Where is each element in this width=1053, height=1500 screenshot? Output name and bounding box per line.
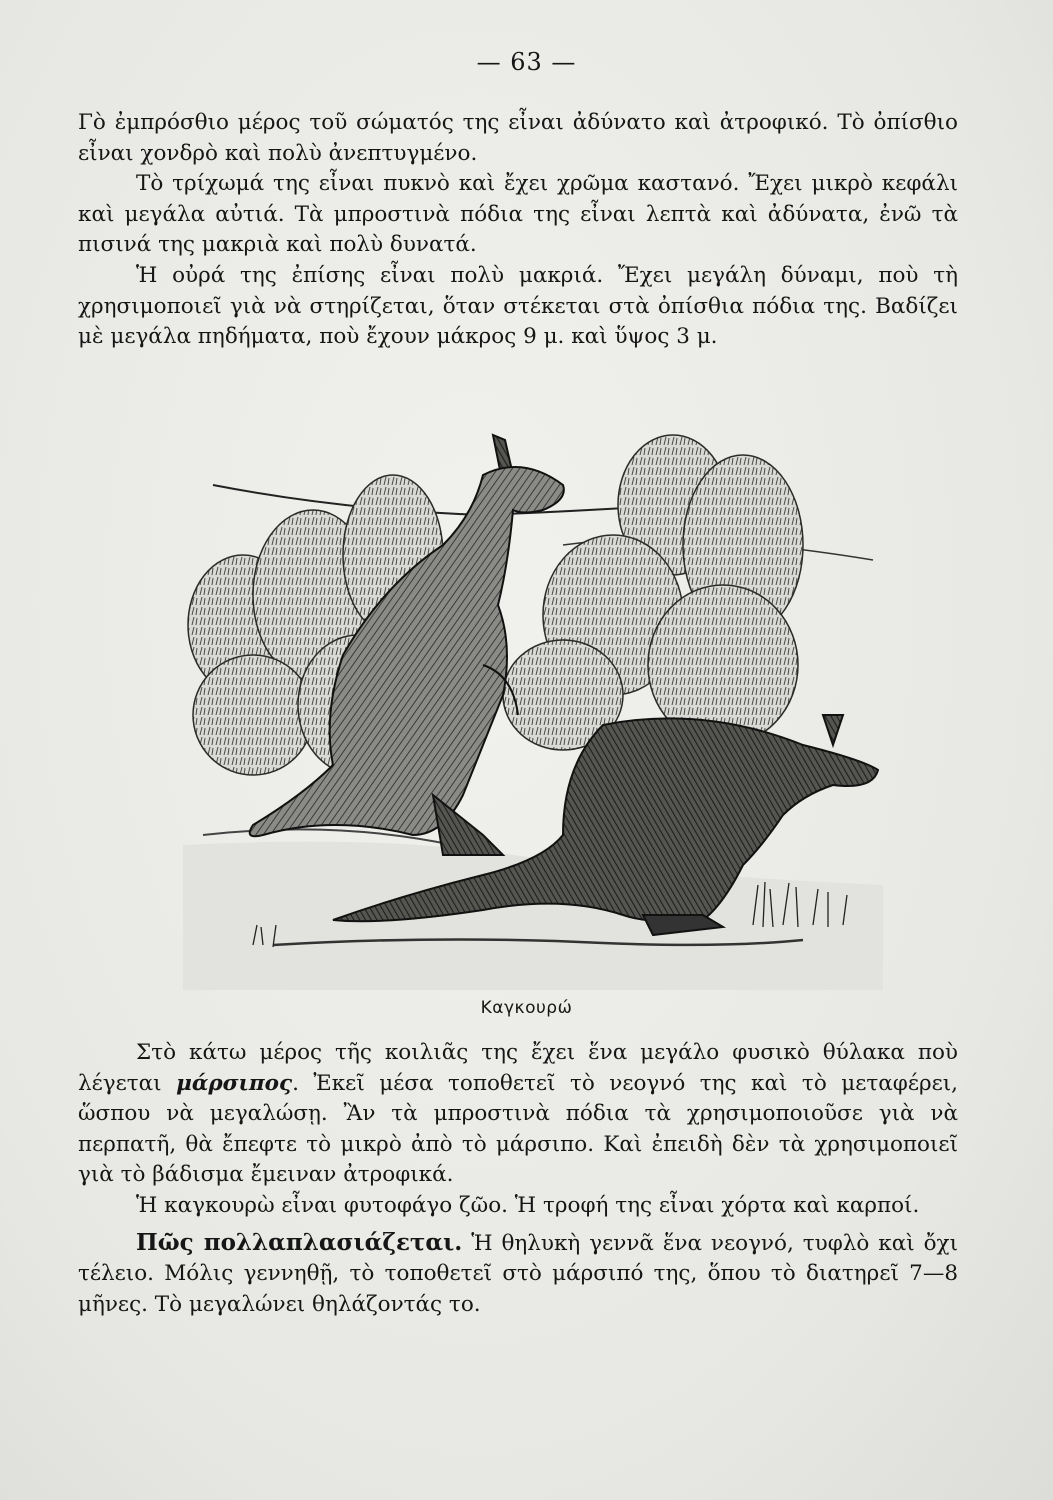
- bottom-text-block: [78, 1038, 958, 1320]
- paragraph-6-text: Ἡ θηλυκὴ γεννᾶ ἕνα νεογνό, τυφλὸ καὶ ὄχι τέλειο. Μόλις γεννηθῇ, τὸ τοποθετεῖ στὸ μάρσιπό της, ὅπου τὸ διατηρεῖ 7—8 μῆνες. Τὸ μεγαλώνει θηλάζοντάς το.: [78, 1230, 959, 1317]
- figure-caption: Καγκουρώ: [480, 998, 573, 1018]
- paragraph-3: Ἡ οὐρά της ἐπίσης εἶναι πολὺ μακριά. Ἔχει μεγάλη δύναμι, ποὺ τὴ χρησιμοποιεῖ γιὰ νὰ στηρίζεται, ὅταν στέκεται στὰ ὀπίσθια πόδια της. Βαδίζει μὲ μεγάλα πηδήματα, ποὺ ἔχουν μάκρος 9 μ. καὶ ὕψος 3 μ.: [78, 262, 958, 350]
- term-marsipos: μάρσιπος: [176, 1070, 293, 1096]
- top-text-block: [78, 108, 958, 353]
- section-heading: Πῶς πολλαπλασιάζεται.: [136, 1228, 463, 1256]
- paragraph-4: [78, 1038, 958, 1191]
- paragraph-4-end: . Ἐκεῖ μέσα τοποθετεῖ τὸ νεογνό της καὶ τὸ μεταφέρει, ὥσπου νὰ μεγαλώσῃ. Ἂν τὰ μπροστινὰ πόδια τὰ χρησιμοποιοῦσε γιὰ νὰ περπατῆ, θὰ ἔπεφτε τὸ μικρὸ ἀπὸ τὸ μάρσιπο. Καὶ ἐπειδὴ δὲν τὰ χρησιμοποιεῖ γιὰ τὸ βάδισμα ἔμειναν ἀτροφικά.: [78, 1070, 958, 1188]
- paragraph-5: Ἡ καγκουρὼ εἶναι φυτοφάγο ζῶο. Ἡ τροφή της εἶναι χόρτα καὶ καρποί.: [136, 1192, 920, 1218]
- kangaroo-illustration: [183, 415, 883, 990]
- page-number: — 63 —: [476, 48, 577, 76]
- paragraph-4-start: Στὸ κάτω μέρος τῆς κοιλιᾶς της ἔχει ἕνα μεγάλο φυσικὸ θύλακα ποὺ λέγεται: [78, 1040, 958, 1096]
- paragraph-1: Γὸ ἐμπρόσθιο μέρος τοῦ σώματός της εἶναι ἀδύνατο καὶ ἀτροφικό. Τὸ ὀπίσθιο εἶναι χονδρὸ καὶ πολὺ ἀνεπτυγμένο.: [78, 110, 958, 166]
- paragraph-2: Τὸ τρίχωμά της εἶναι πυκνὸ καὶ ἔχει χρῶμα καστανό. Ἔχει μικρὸ κεφάλι καὶ μεγάλα αὐτιά. Τὰ μπροστινὰ πόδια της εἶναι λεπτὰ καὶ ἀδύνατα, ἐνῶ τὰ πισινά της μακριὰ καὶ πολὺ δυνατά.: [78, 171, 958, 258]
- paragraph-6: [78, 1228, 958, 1321]
